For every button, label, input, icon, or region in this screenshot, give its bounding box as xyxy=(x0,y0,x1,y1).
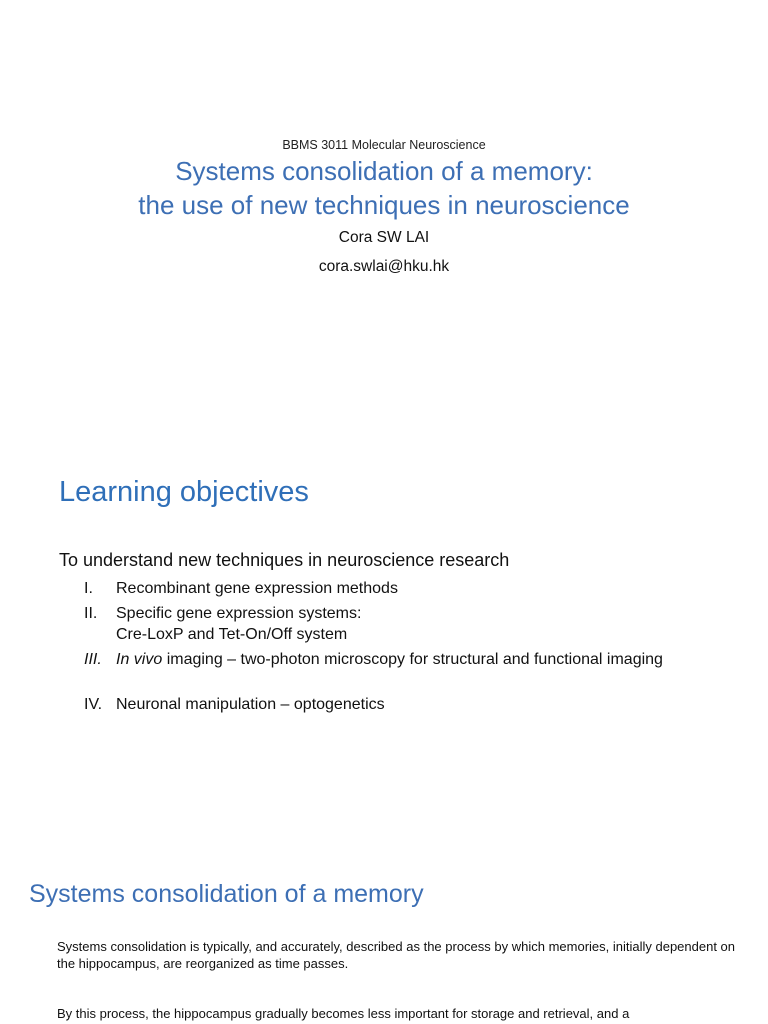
systems-consolidation-heading: Systems consolidation of a memory xyxy=(29,880,424,908)
objective-text: Neuronal manipulation – optogenetics xyxy=(116,696,385,713)
objective-text-line1: Specific gene expression systems: xyxy=(116,605,362,622)
body-paragraph: By this process, the hippocampus gradually becomes less important for storage and retrieval, and a xyxy=(57,1006,630,1021)
author-name: Cora SW LAI xyxy=(338,229,430,246)
objective-text-line2: Cre-LoxP and Tet-On/Off system xyxy=(116,626,348,643)
objective-number: III. xyxy=(84,651,102,668)
objective-text: Recombinant gene expression methods xyxy=(116,580,398,597)
objective-italic-term: In vivo xyxy=(116,651,163,668)
author-email[interactable]: cora.swlai@hku.hk xyxy=(318,258,450,275)
objective-text xyxy=(116,649,716,670)
objective-number: II. xyxy=(84,605,98,622)
objective-text xyxy=(116,603,716,645)
slide-title-line2: the use of new techniques in neuroscience xyxy=(138,190,630,220)
course-code: BBMS 3011 Molecular Neuroscience xyxy=(282,138,486,152)
slide-title-line1: Systems consolidation of a memory: xyxy=(175,156,593,186)
objectives-intro: To understand new techniques in neuroscience research xyxy=(59,550,510,570)
objective-text-rest: imaging – two-photon microscopy for structural and functional imaging xyxy=(162,651,663,668)
objective-number: I. xyxy=(84,580,93,597)
objective-number: IV. xyxy=(84,696,103,713)
body-paragraph: Systems consolidation is typically, and accurately, described as the process by which memories, initially dependent on the hippocampus, are reorganized as time passes. xyxy=(57,939,736,971)
learning-objectives-heading: Learning objectives xyxy=(59,476,309,508)
